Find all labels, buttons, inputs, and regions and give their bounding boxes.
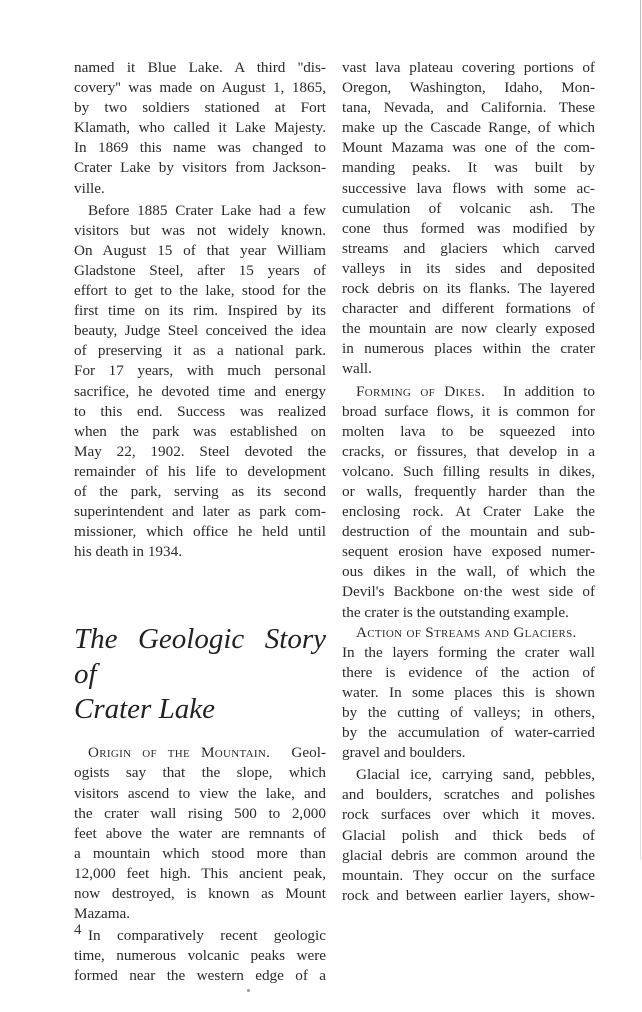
text-line: mountain. They occur on the surface: [342, 866, 595, 884]
text-line: cumulation of volcanic ash. The: [342, 199, 595, 217]
text-line: now destroyed, is known as Mount: [74, 885, 326, 902]
text-line: Crater Lake by visitors from Jackson-: [74, 159, 326, 177]
text-line: or walls, frequently harder than the: [342, 482, 595, 500]
text-line: ogists say that the slope, which: [74, 764, 326, 782]
text-line: the crater wall rising 500 to 2,000: [74, 804, 326, 822]
text-line: by the cutting of valleys; in others,: [342, 704, 595, 721]
text-line: 12,000 feet high. This ancient peak,: [74, 864, 326, 882]
paragraph-volcanic-peaks: [74, 926, 326, 986]
section-forming-of-dikes: [342, 382, 595, 623]
text-line: formed near the western edge of a: [74, 967, 326, 985]
text-line: glacial debris are common around the: [342, 846, 595, 864]
text-line: visitors but was not widely known.: [74, 221, 326, 239]
text-line: valleys in its sides and deposited: [342, 259, 595, 277]
section-title: Forming of Dikes.: [356, 382, 486, 400]
text-line: Origin of the Mountain. Geol-: [88, 744, 327, 762]
text-line: broad surface flows, it is common for: [342, 402, 595, 420]
text-line: the mountain are now clearly exposed: [342, 320, 595, 338]
section-title: Action of Streams and Glaciers.: [356, 623, 577, 641]
text-line: when the park was established on: [74, 422, 326, 440]
text-line: of the park, serving as its second: [74, 482, 326, 500]
text-line: to this end. Success was realized: [74, 402, 326, 420]
text-line: there is evidence of the action of: [342, 663, 595, 681]
text-line: In 1869 this name was changed to: [74, 139, 326, 157]
text-line: by two soldiers stationed at Fort: [74, 99, 326, 117]
section-streams-glaciers: [342, 623, 595, 764]
text-line: remainder of his life to development: [74, 462, 326, 480]
text-line: feet above the water are remnants of: [74, 824, 326, 842]
text-line: superintendent and later as park com-: [74, 503, 326, 521]
text-line: In the layers forming the crater wall: [342, 643, 595, 661]
right-column: [342, 58, 595, 906]
text-line: gravel and boulders.: [342, 744, 466, 762]
text-line: visitors ascend to view the lake, and: [74, 784, 326, 802]
text-line: Gladstone Steel, after 15 years of: [74, 261, 326, 279]
text-line: by the accumulation of water-carried: [342, 724, 595, 742]
text-line: effort to get to the lake, stood for the: [74, 282, 326, 300]
text-line: cracks, or fissures, that develop in a: [342, 442, 595, 460]
text-line: a mountain which stood more than: [74, 844, 326, 862]
text-line: missioner, which office he held until: [74, 523, 326, 541]
text-line: Devil's Backbone on·the west side of: [342, 583, 595, 601]
scan-speck: [247, 989, 250, 992]
text-line: beauty, Judge Steel conceived the idea: [74, 322, 326, 340]
text-line: Before 1885 Crater Lake had a few: [88, 201, 326, 219]
left-column: [74, 58, 326, 986]
text-line: tana, Nevada, and California. These: [342, 99, 595, 117]
text-line: and boulders, scratches and polishes: [342, 786, 595, 804]
text-line: rock debris on its flanks. The layered: [342, 280, 595, 298]
text-line: Glacial ice, carrying sand, pebbles,: [356, 766, 595, 784]
section-title: Origin of the Mountain.: [88, 744, 271, 762]
text-line: named it Blue Lake. A third ''dis-: [74, 59, 326, 76]
text-line: Forming of Dikes. In addition to: [356, 382, 595, 400]
text-line: his death in 1934.: [74, 543, 182, 561]
chapter-heading-line: The Geologic Story of: [74, 623, 326, 691]
text-line: cone thus formed was modified by: [342, 219, 595, 237]
text-line: water. In some places this is shown: [342, 683, 595, 701]
text-line: of preserving it as a national park.: [74, 342, 326, 360]
text-line: [342, 623, 595, 643]
text-line: For 17 years, with much personal: [74, 362, 326, 380]
text-line: In comparatively recent geologic: [88, 927, 326, 945]
page-edge-shadow: [640, 0, 641, 360]
text-line: destruction of the mountain and sub-: [342, 523, 595, 541]
text-line: vast lava plateau covering portions of: [342, 59, 595, 76]
text-line: ville.: [74, 179, 105, 197]
text-line: Mount Mazama was one of the com-: [342, 139, 595, 157]
text-line: ous dikes in the wall, of which the: [342, 563, 595, 581]
paragraph-steel: [74, 201, 326, 563]
page-edge-shadow-lower: [640, 360, 641, 860]
text-line: sacrifice, he devoted time and energy: [74, 382, 326, 400]
text-line: character and different formations of: [342, 300, 595, 318]
text-line: May 22, 1902. Steel devoted the: [74, 442, 326, 460]
page-number: 4: [74, 922, 82, 938]
text-line: time, numerous volcanic peaks were: [74, 947, 326, 965]
text-line: in numerous places within the crater: [342, 340, 595, 358]
text-line: the crater is the outstanding example.: [342, 603, 569, 621]
text-line: Klamath, who called it Lake Majesty.: [74, 119, 326, 137]
text-line: On August 15 of that year William: [74, 241, 326, 259]
text-line: first time on its rim. Inspired by its: [74, 302, 326, 320]
chapter-heading-line: Crater Lake: [74, 693, 215, 726]
text-line: manding peaks. It was built by: [342, 159, 595, 177]
section-origin-of-mountain: [74, 743, 326, 924]
text-line: wall.: [342, 360, 372, 378]
text-line: rock surfaces over which it moves.: [342, 806, 595, 824]
text-line: molten lava to be squeezed into: [342, 422, 595, 440]
text-line: make up the Cascade Range, of which: [342, 119, 595, 137]
paragraph-glacial-ice: [342, 765, 595, 906]
text-line: sequent erosion have exposed numer-: [342, 543, 595, 561]
paragraph-cascade-range: [342, 58, 595, 380]
text-line: covery'' was made on August 1, 1865,: [74, 79, 326, 97]
text-line: Mazama.: [74, 905, 131, 923]
text-line: successive lava flows with some ac-: [342, 179, 595, 197]
chapter-heading: [74, 622, 326, 727]
text-line: Oregon, Washington, Idaho, Mon-: [342, 79, 595, 97]
paragraph-blue-lake: [74, 58, 326, 199]
text-line: Glacial polish and thick beds of: [342, 826, 595, 844]
text-line: rock and between earlier layers, show-: [342, 886, 595, 904]
text-line: streams and glaciers which carved: [342, 239, 595, 257]
text-line: volcano. Such filling results in dikes,: [342, 462, 595, 480]
text-line: enclosing rock. At Crater Lake the: [342, 503, 595, 521]
